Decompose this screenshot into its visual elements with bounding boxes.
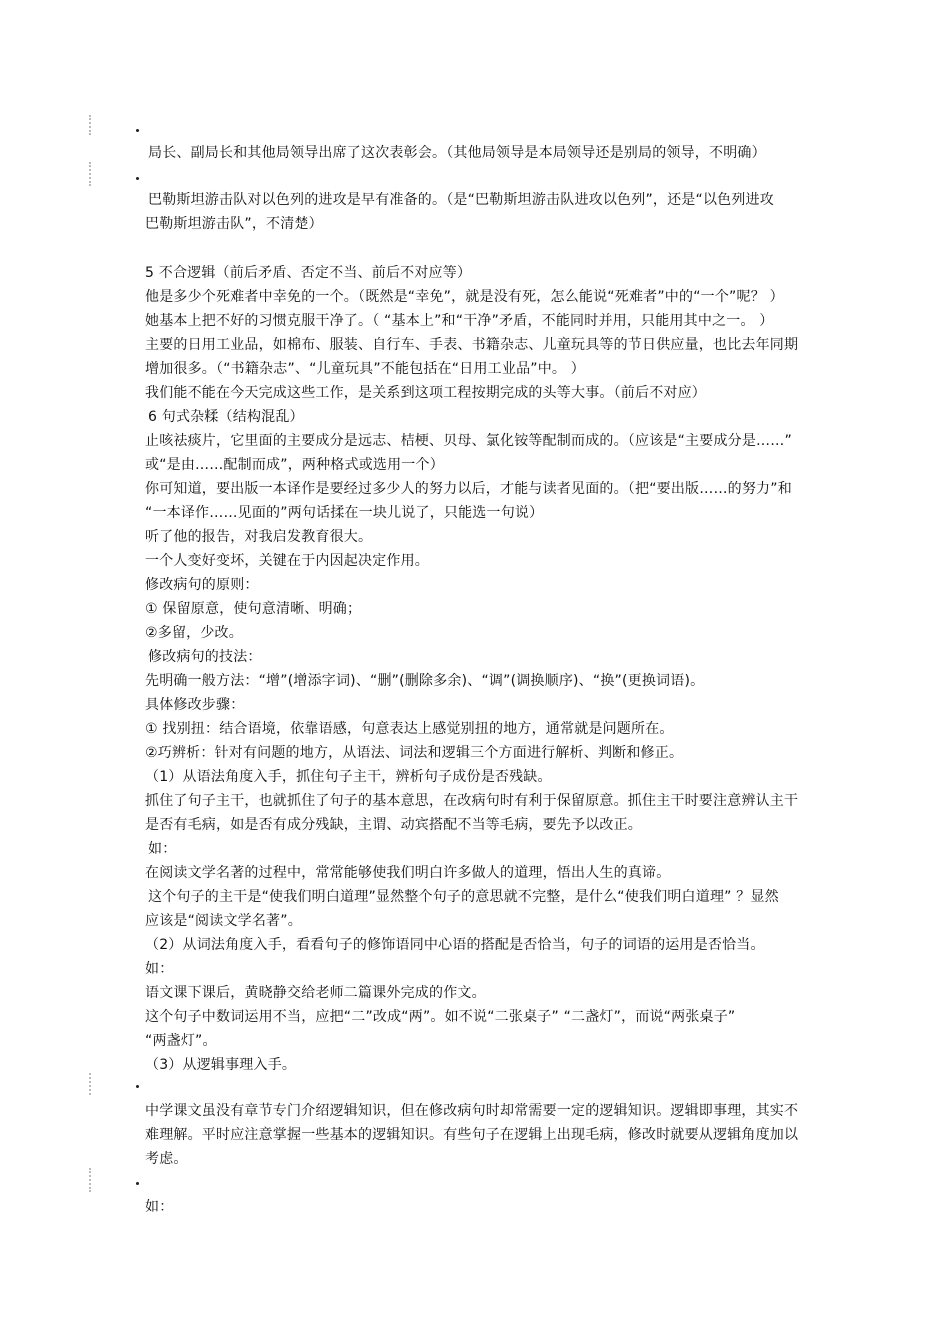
text-line: 听了他的报告，对我启发教育很大。: [145, 529, 373, 545]
text-line: 是否有毛病，如是否有成分残缺，主谓、动宾搭配不当等毛病，要先予以改正。: [145, 817, 642, 833]
text-line: 具体修改步骤：: [145, 697, 245, 713]
text-line: 或“是由……配制而成”，两种格式或选用一个）: [145, 457, 444, 473]
text-line: 先明确一般方法：“增”(增添字词)、“删”(删除多余)、“调”(调换顺序)、“换”(更换词语)。: [145, 673, 705, 689]
text-line: ②巧辨析：针对有问题的地方，从语法、词法和逻辑三个方面进行解析、判断和修正。: [145, 745, 684, 761]
text-line: 她基本上把不好的习惯克服干净了。（ “基本上”和“干净”矛盾，不能同时并用，只能用其中之一。 ）: [145, 313, 774, 329]
text-line: 修改病句的原则：: [145, 577, 259, 593]
text-line: 巴勒斯坦游击队”，不清楚）: [145, 216, 323, 232]
margin-mark: [89, 1168, 93, 1192]
text-line: 修改病句的技法：: [148, 649, 262, 665]
section-heading: 5 不合逻辑（前后矛盾、否定不当、前后不对应等）: [145, 265, 472, 281]
text-line: 巴勒斯坦游击队对以色列的进攻是早有准备的。（是“巴勒斯坦游击队进攻以色列”，还是“以色列进攻: [148, 192, 774, 208]
text-line: 语文课下课后，黄晓静交给老师二篇课外完成的作文。: [145, 985, 486, 1001]
text-line: 这个句子中数词运用不当，应把“二”改成“两”。如不说“二张桌子” “二盏灯”，而说“两张桌子”: [145, 1009, 736, 1025]
text-line: 一个人变好变坏，关键在于内因起决定作用。: [145, 553, 429, 569]
text-line: 中学课文虽没有章节专门介绍逻辑知识，但在修改病句时却常需要一定的逻辑知识。逻辑即事理，其实不: [145, 1103, 799, 1119]
bullet-dot: [136, 1085, 139, 1088]
text-line: 我们能不能在今天完成这些工作，是关系到这项工程按期完成的头等大事。（前后不对应）: [145, 385, 706, 401]
text-line: ②多留，少改。: [145, 625, 243, 641]
text-line: 在阅读文学名著的过程中，常常能够使我们明白许多做人的道理，悟出人生的真谛。: [145, 865, 671, 881]
margin-mark: [89, 1073, 93, 1095]
text-line: 你可知道，要出版一本译作是要经过多少人的努力以后，才能与读者见面的。（把“要出版……的努力”和: [145, 481, 792, 497]
text-line: 应该是“阅读文学名著”。: [145, 913, 302, 929]
text-line: ① 找别扭：结合语境，依靠语感，句意表达上感觉别扭的地方，通常就是问题所在。: [145, 721, 674, 737]
text-line: 考虑。: [145, 1151, 188, 1167]
text-line: 如：: [145, 961, 174, 977]
margin-mark: [89, 115, 93, 135]
text-line: 抓住了句子主干，也就抓住了句子的基本意思，在改病句时有利于保留原意。抓住主干时要注意辨认主干: [145, 793, 799, 809]
text-line: （3）从逻辑事理入手。: [145, 1057, 297, 1073]
text-line: 这个句子的主干是“使我们明白道理”显然整个句子的意思就不完整，是什么“使我们明白道理” ？显然: [148, 889, 779, 905]
bullet-dot: [136, 129, 139, 132]
text-line: ① 保留原意，使句意清晰、明确；: [145, 601, 362, 617]
text-line: “两盏灯”。: [145, 1033, 217, 1049]
text-line: 增加很多。（“书籍杂志”、“儿童玩具”不能包括在“日用工业品”中。 ）: [145, 361, 585, 377]
section-heading: 6 句式杂糅（结构混乱）: [148, 409, 304, 425]
text-line: （1）从语法角度入手，抓住句子主干，辨析句子成份是否残缺。: [145, 769, 552, 785]
text-line: 如：: [148, 841, 177, 857]
text-line: 局长、副局长和其他局领导出席了这次表彰会。（其他局领导是本局领导还是别局的领导，不明确）: [148, 145, 766, 161]
bullet-dot: [136, 177, 139, 180]
margin-mark: [89, 162, 93, 186]
text-line: （2）从词法角度入手，看看句子的修饰语同中心语的搭配是否恰当，句子的词语的运用是否恰当。: [145, 937, 765, 953]
bullet-dot: [136, 1182, 139, 1185]
text-line: 难理解。平时应注意掌握一些基本的逻辑知识。有些句子在逻辑上出现毛病，修改时就要从逻辑角度加以: [145, 1127, 799, 1143]
text-line: 他是多少个死难者中幸免的一个。（既然是“幸免”，就是没有死，怎么能说“死难者”中的“一个”呢？ ）: [145, 289, 784, 305]
text-line: 如：: [145, 1199, 174, 1215]
text-line: 主要的日用工业品，如棉布、服装、自行车、手表、书籍杂志、儿童玩具等的节日供应量，也比去年同期: [145, 337, 799, 353]
text-line: 止咳祛痰片，它里面的主要成分是远志、桔梗、贝母、氯化铵等配制而成的。（应该是“主要成分是……”: [145, 433, 792, 449]
text-line: “一本译作……见面的”两句话揉在一块儿说了，只能选一句说）: [145, 505, 544, 521]
